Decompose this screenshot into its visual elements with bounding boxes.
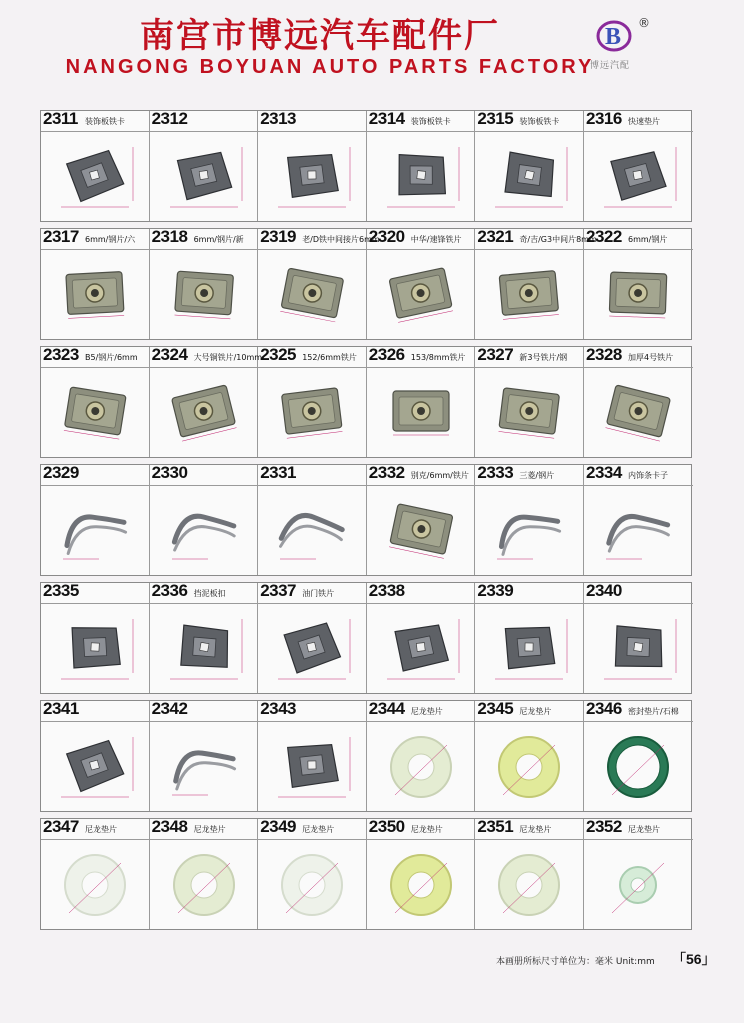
part-code: 2319 (260, 227, 297, 246)
clip-photo (49, 371, 141, 451)
part-description: 尼龙垫片 (519, 825, 552, 834)
clip-photo (266, 607, 358, 687)
part-description: 大号铜铁片/10mm (193, 353, 263, 362)
part-label (150, 111, 258, 132)
clip-photo (483, 253, 575, 333)
part-cell (41, 819, 150, 929)
part-code: 2313 (260, 109, 297, 128)
part-label (41, 819, 149, 840)
catalog-footer (496, 950, 716, 970)
part-cell (367, 819, 476, 929)
part-code: 2342 (151, 699, 188, 718)
part-label (150, 819, 258, 840)
company-title-chinese: 南宫市博远汽车配件厂 (140, 16, 500, 56)
part-description: 尼龙垫片 (519, 707, 552, 716)
catalog-row (40, 228, 692, 340)
company-title-english: NANGONG BOYUAN AUTO PARTS FACTORY (65, 56, 595, 78)
clip-photo (375, 489, 467, 569)
clip-photo (266, 135, 358, 215)
catalog-row (40, 582, 692, 694)
part-label (475, 347, 583, 368)
svg-text:B: B (605, 24, 622, 50)
part-label (258, 701, 366, 722)
clip-photo (375, 253, 467, 333)
part-cell (258, 819, 367, 929)
part-cell (41, 111, 150, 221)
logo-caption: 博远汽配 (590, 61, 631, 71)
washer-photo (266, 843, 358, 923)
part-cell (584, 701, 693, 811)
clip-photo (266, 371, 358, 451)
part-label (367, 111, 475, 132)
catalog-header (0, 0, 744, 95)
part-description: 153/8mm铁片 (410, 353, 466, 362)
part-cell (475, 227, 597, 339)
part-description: 老/D铁中间接片6mm (302, 235, 380, 244)
part-code: 2341 (43, 699, 79, 718)
part-cell (584, 229, 693, 339)
part-code: 2322 (586, 227, 622, 246)
part-label (150, 701, 258, 722)
part-description: 装饰板铁卡 (519, 117, 560, 126)
part-cell (258, 111, 367, 221)
part-label (584, 111, 693, 132)
part-cell (150, 701, 259, 811)
part-label (367, 347, 475, 368)
unit-note: 本画册所标尺寸单位为：毫米 Unit:mm (496, 957, 655, 967)
part-description: 6mm/钢片 (628, 235, 668, 244)
part-label (475, 583, 583, 604)
part-code: 2314 (368, 109, 405, 128)
part-code: 2329 (43, 463, 79, 482)
part-cell (150, 583, 259, 693)
part-cell (41, 465, 150, 575)
clip-photo (266, 253, 358, 333)
part-label (584, 701, 693, 722)
part-cell (475, 819, 584, 929)
part-description: 6mm/钢片/新 (193, 235, 244, 244)
part-label (41, 583, 149, 604)
part-description: 内饰条卡子 (628, 471, 668, 480)
part-description: 装饰板铁卡 (410, 117, 451, 126)
clip-photo (266, 725, 358, 805)
part-label (258, 819, 366, 840)
clip-photo (158, 607, 250, 687)
part-code: 2333 (477, 463, 514, 482)
clip-photo (158, 135, 250, 215)
clip-photo (158, 371, 250, 451)
part-code: 2340 (586, 581, 622, 600)
part-description: 三菱/钢片 (519, 471, 555, 480)
part-code: 2312 (151, 109, 188, 128)
part-description: 快速垫片 (628, 117, 660, 126)
part-label (258, 347, 366, 368)
part-label (258, 465, 366, 486)
part-code: 2315 (477, 109, 514, 128)
part-cell (367, 229, 476, 339)
washer-photo (375, 725, 467, 805)
part-description: 密封垫片/石棉 (628, 707, 679, 716)
part-cell (367, 347, 476, 457)
part-description: 尼龙垫片 (410, 707, 443, 716)
page-number: 「56」 (672, 951, 716, 967)
part-description: 尼龙垫片 (628, 825, 660, 834)
part-label (367, 465, 475, 486)
part-description: 挡泥板扣 (193, 589, 226, 598)
part-cell (475, 583, 584, 693)
part-description: 奇/吉/G3中间片8mm (519, 235, 597, 244)
catalog-row (40, 464, 692, 576)
part-label (584, 465, 693, 486)
boyuan-b-logo-icon (594, 18, 634, 54)
part-code: 2335 (43, 581, 79, 600)
catalog-row (40, 818, 692, 930)
catalog-row (40, 700, 692, 812)
part-code: 2316 (586, 109, 622, 128)
part-code: 2351 (477, 817, 514, 836)
part-cell (150, 819, 259, 929)
part-label (41, 111, 149, 132)
part-label (584, 229, 693, 250)
part-code: 2343 (260, 699, 297, 718)
part-code: 2348 (151, 817, 188, 836)
part-code: 2349 (260, 817, 297, 836)
part-label (41, 229, 149, 250)
part-label (584, 819, 693, 840)
part-label (584, 347, 693, 368)
part-code: 2346 (586, 699, 622, 718)
part-description: 加厚4号铁片 (628, 353, 674, 362)
part-code: 2345 (477, 699, 514, 718)
part-cell (258, 465, 367, 575)
clip-photo (592, 371, 684, 451)
part-cell (258, 227, 380, 339)
washer-photo (158, 843, 250, 923)
part-description: 尼龙垫片 (302, 825, 335, 834)
part-code: 2339 (477, 581, 514, 600)
clip-photo (483, 607, 575, 687)
clip-photo (592, 135, 684, 215)
part-description: 新3号铁片/钢 (519, 353, 568, 362)
part-code: 2334 (586, 463, 622, 482)
part-code: 2318 (151, 227, 188, 246)
part-cell (367, 111, 476, 221)
part-cell (41, 583, 150, 693)
part-label (150, 345, 263, 368)
part-cell (584, 111, 693, 221)
clip-photo (375, 607, 467, 687)
part-code: 2327 (477, 345, 514, 364)
part-code: 2324 (151, 345, 188, 364)
washer-photo (592, 843, 684, 923)
part-code: 2325 (260, 345, 297, 364)
part-cell (150, 229, 259, 339)
part-description: 6mm/钢片/六 (85, 235, 136, 244)
clip-photo (266, 489, 358, 569)
part-description: 油门铁片 (302, 589, 335, 598)
part-code: 2317 (43, 227, 79, 246)
part-description: 尼龙垫片 (410, 825, 443, 834)
clip-photo (49, 253, 141, 333)
part-label (41, 701, 149, 722)
part-code: 2338 (368, 581, 405, 600)
clip-photo (592, 489, 684, 569)
part-cell (475, 111, 584, 221)
part-description: B5/钢片/6mm (85, 353, 138, 362)
part-cell (41, 347, 150, 457)
part-code: 2320 (368, 227, 405, 246)
clip-photo (483, 371, 575, 451)
clip-photo (49, 489, 141, 569)
part-description: 152/6mm铁片 (302, 353, 357, 362)
part-cell (367, 465, 476, 575)
part-code: 2347 (43, 817, 79, 836)
part-cell (584, 583, 693, 693)
part-code: 2352 (586, 817, 622, 836)
part-code: 2331 (260, 463, 297, 482)
clip-photo (483, 135, 575, 215)
part-cell (475, 465, 584, 575)
part-cell (584, 465, 693, 575)
part-label (475, 111, 583, 132)
part-label (475, 819, 583, 840)
part-code: 2326 (368, 345, 405, 364)
clip-photo (49, 135, 141, 215)
part-label (150, 229, 258, 250)
washer-photo (483, 843, 575, 923)
part-cell (150, 111, 259, 221)
part-cell (258, 583, 367, 693)
clip-photo (375, 135, 467, 215)
clip-photo (592, 253, 684, 333)
part-label (584, 583, 693, 604)
part-label (367, 229, 475, 250)
registered-mark: ® (638, 16, 650, 30)
washer-photo (483, 725, 575, 805)
part-label (150, 583, 258, 604)
company-logo (588, 18, 648, 78)
part-cell (258, 347, 367, 457)
part-code: 2350 (368, 817, 405, 836)
clip-photo (158, 725, 250, 805)
part-label (475, 227, 597, 250)
part-label (150, 465, 258, 486)
part-label (475, 701, 583, 722)
clip-photo (592, 607, 684, 687)
clip-photo (158, 489, 250, 569)
part-label (367, 583, 475, 604)
clip-photo (158, 253, 250, 333)
part-code: 2344 (368, 699, 405, 718)
part-code: 2332 (368, 463, 405, 482)
part-cell (367, 701, 476, 811)
clip-photo (49, 607, 141, 687)
part-label (367, 819, 475, 840)
clip-photo (49, 725, 141, 805)
part-code: 2330 (151, 463, 188, 482)
part-code: 2323 (43, 345, 79, 364)
part-code: 2321 (477, 227, 514, 246)
part-code: 2328 (586, 345, 622, 364)
part-description: 尼龙垫片 (85, 825, 117, 834)
part-cell (584, 819, 693, 929)
part-label (258, 111, 366, 132)
part-description: 别克/6mm/铁片 (410, 471, 469, 480)
part-label (258, 227, 380, 250)
part-cell (41, 701, 150, 811)
washer-photo (49, 843, 141, 923)
part-description: 中华/速锋铁片 (410, 235, 462, 244)
part-label (258, 583, 366, 604)
part-code: 2337 (260, 581, 297, 600)
washer-photo (375, 843, 467, 923)
washer-photo (592, 725, 684, 805)
catalog-row (40, 110, 692, 222)
part-label (367, 701, 475, 722)
part-label (475, 465, 583, 486)
part-label (41, 465, 149, 486)
part-label (41, 347, 149, 368)
part-cell (150, 345, 263, 457)
part-code: 2311 (43, 109, 78, 128)
part-description: 尼龙垫片 (193, 825, 226, 834)
part-description: 装饰板铁卡 (85, 117, 125, 126)
part-cell (150, 465, 259, 575)
part-cell (584, 347, 693, 457)
clip-photo (375, 371, 467, 451)
catalog-row (40, 346, 692, 458)
part-cell (475, 347, 584, 457)
clip-photo (483, 489, 575, 569)
part-cell (41, 229, 150, 339)
part-cell (475, 701, 584, 811)
part-code: 2336 (151, 581, 188, 600)
part-cell (367, 583, 476, 693)
part-cell (258, 701, 367, 811)
